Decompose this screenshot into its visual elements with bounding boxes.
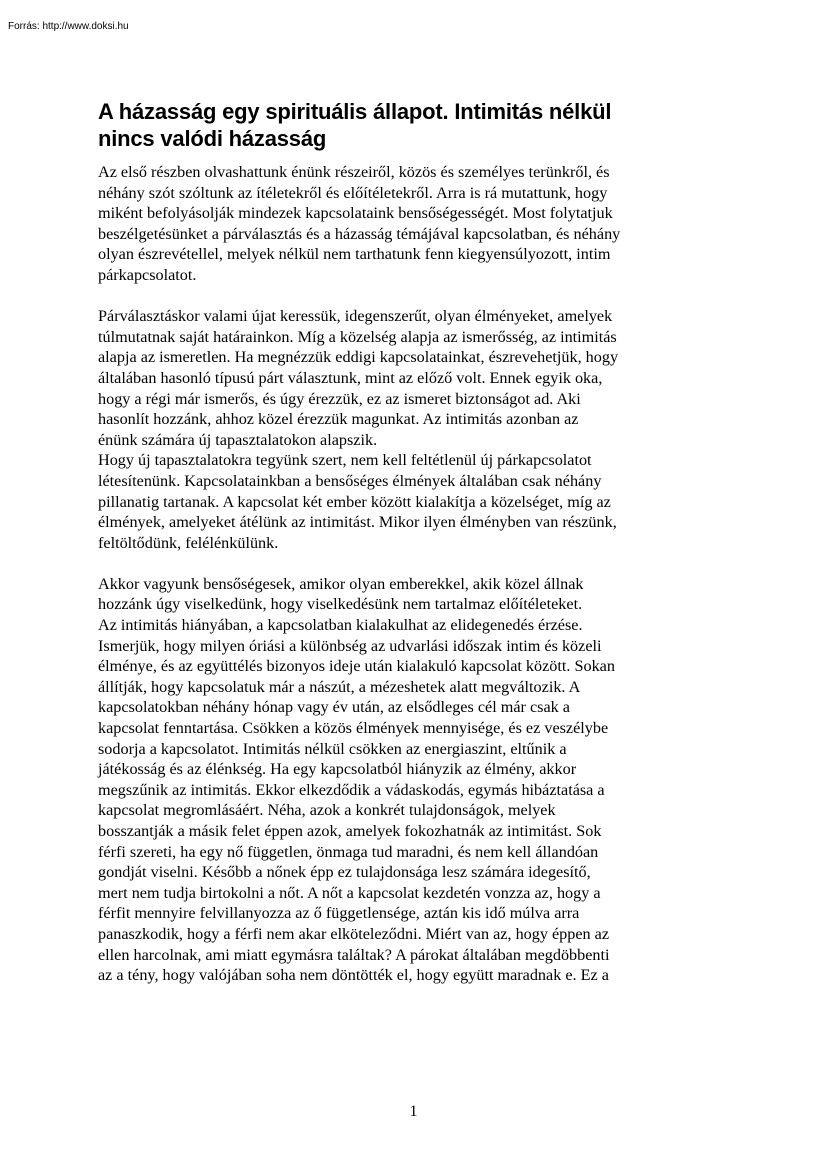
text-line: panaszkodik, hogy a férfi nem akar elköteleződni. Miért van az, hogy éppen az — [98, 924, 610, 943]
text-line: mert nem tudja birtokolni a nőt. A nőt a kapcsolat kezdetén vonzza az, hogy a — [98, 883, 601, 902]
text-line: állítják, hogy kapcsolatuk már a nászút, a mézeshetek alatt megváltozik. A — [98, 677, 581, 696]
text-line: énünk számára új tapasztalatokon alapszik. — [98, 430, 378, 449]
text-line: túlmutatnak saját határainkon. Míg a közelség alapja az ismerősség, az intimitás — [98, 327, 617, 346]
text-line: beszélgetésünket a párválasztás és a házasság témájával kapcsolatban, és néhány — [98, 224, 621, 243]
text-line: kapcsolat megromlásáért. Néha, azok a konkrét tulajdonságok, melyek — [98, 801, 556, 820]
text-line: élménye, és az együttélés bizonyos ideje után kialakuló kapcsolat között. Sokan — [98, 657, 615, 676]
paragraph — [98, 450, 730, 553]
text-line: Párválasztáskor valami újat keressük, idegenszerűt, olyan élményeket, amelyek — [98, 307, 613, 326]
text-line: az a tény, hogy valójában soha nem döntötték el, hogy együtt maradnak e. Ez a — [98, 966, 609, 985]
text-line: olyan észrevétellel, melyek nélkül nem tarthatunk fenn kiegyensúlyozott, intim — [98, 245, 611, 264]
text-line: miként befolyásolják mindezek kapcsolataink bensőségességét. Most folytatjuk — [98, 204, 613, 223]
text-line: Akkor vagyunk bensőségesek, amikor olyan emberekkel, akik közel állnak — [98, 574, 584, 593]
page-title — [98, 98, 730, 152]
text-line: általában hasonló típusú párt választunk, mint az előző volt. Ennek egyik oka, — [98, 368, 603, 387]
text-line: Ismerjük, hogy milyen óriási a különbség az udvarlási időszak intim és közeli — [98, 636, 602, 655]
text-line: feltöltődünk, felélénkülünk. — [98, 533, 279, 552]
text-line: hogy a régi már ismerős, és úgy érezzük, ez az ismeret biztonságot ad. Aki — [98, 389, 581, 408]
text-line: bosszantják a másik felet éppen azok, amelyek fokozhatnák az intimitást. Sok — [98, 822, 602, 840]
text-line: ellen harcolnak, ami miatt egymásra találtak? A párokat általában megdöbbenti — [98, 945, 610, 964]
text-line: hozzánk úgy viselkedünk, hogy viselkedésünk nem tartalmaz előítéleteket. — [98, 595, 583, 614]
text-line: Hogy új tapasztalatokra tegyünk szert, nem kell feltétlenül új párkapcsolatot — [98, 451, 592, 470]
text-line: játékosság és az élénkség. Ha egy kapcsolatból hiányzik az élmény, akkor — [98, 760, 577, 779]
text-line: férfit mennyire felvillanyozza az ő függetlensége, aztán kis idő múlva arra — [98, 904, 580, 923]
text-line: sodorja a kapcsolatot. Intimitás nélkül csökken az energiaszint, eltűnik a — [98, 739, 567, 758]
source-label: Forrás: http://www.doksi.hu — [8, 21, 129, 32]
text-line: alapja az ismeretlen. Ha megnézzük eddigi kapcsolatainkat, észrevehetjük, hogy — [98, 348, 619, 367]
text-line: pillanatig tartanak. A kapcsolat két ember között kialakítja a közelséget, míg az — [98, 492, 611, 511]
text-line: gondját viselni. Később a nőnek épp ez tulajdonsága lesz számára idegesítő, — [98, 863, 591, 882]
text-line: kapcsolatokban néhány hónap vagy év után, az elsődleges cél már csak a — [98, 698, 570, 717]
paragraph — [98, 574, 730, 615]
paragraph — [98, 615, 730, 986]
text-line: kapcsolat fenntartása. Csökken a közös élmények mennyisége, és ez veszélybe — [98, 719, 609, 738]
title-line: nincs valódi házasság — [98, 126, 327, 151]
text-line: Az intimitás hiányában, a kapcsolatban kialakulhat az elidegenedés érzése. — [98, 616, 583, 635]
text-line: férfi szereti, ha egy nő független, önmaga tud maradni, és nem kell állandóan — [98, 842, 599, 861]
paragraph — [98, 162, 730, 286]
page-number: 1 — [409, 1103, 418, 1120]
text-line: létesítenünk. Kapcsolatainkban a bensőséges élmények általában csak néhány — [98, 471, 602, 490]
document-body — [98, 98, 730, 986]
text-line: élmények, amelyeket átélünk az intimitást. Mikor ilyen élményben van részünk, — [98, 513, 617, 532]
text-line: Az első részben olvashattunk énünk részeiről, közös és személyes terünkről, és — [98, 163, 610, 181]
text-line: néhány szót szóltunk az ítéletekről és előítéletekről. Arra is rá mutattunk, hogy — [98, 183, 608, 202]
paragraph — [98, 306, 730, 450]
title-line: A házasság egy spirituális állapot. Intimitás nélkül — [98, 99, 612, 124]
text-line: hasonlít hozzánk, ahhoz közel érezzük magunkat. Az intimitás azonban az — [98, 410, 579, 429]
article-text — [98, 162, 730, 986]
text-line: párkapcsolatot. — [98, 265, 197, 284]
text-line: megszűnik az intimitás. Ekkor elkezdődik a vádaskodás, egymás hibáztatása a — [98, 780, 605, 799]
